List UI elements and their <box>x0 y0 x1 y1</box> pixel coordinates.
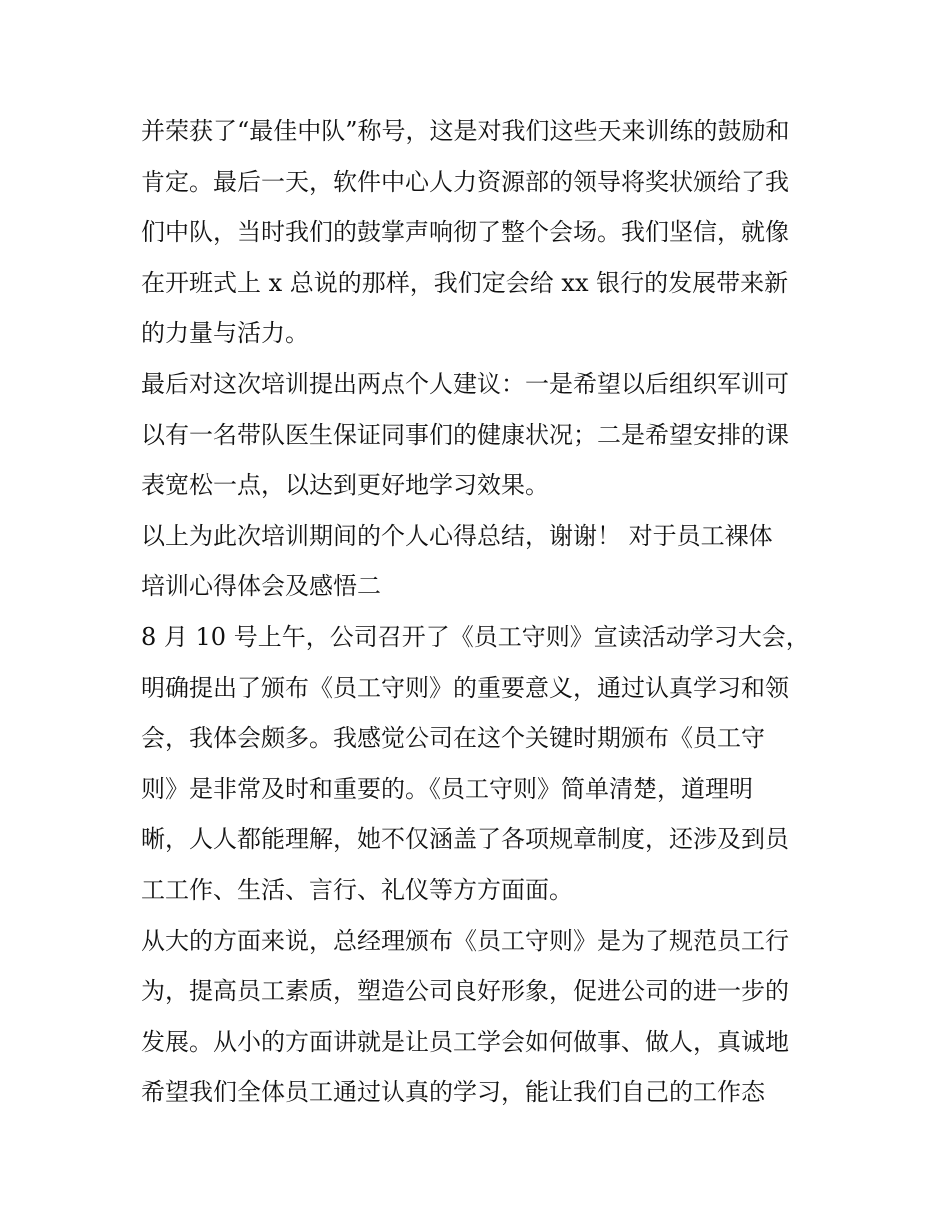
text-line-4: 在开班式上 x 总说的那样，我们定会给 xx 银行的发展带来新 <box>141 268 789 297</box>
text-line-11: 8 月 10 号上午，公司召开了《员工守则》宣读活动学习大会， <box>141 622 810 651</box>
text-line-9: 以上为此次培训期间的个人心得总结，谢谢！ 对于员工裸体 <box>141 521 773 550</box>
text-line-15: 晰，人人都能理解，她不仅涵盖了各项规章制度，还涉及到员 <box>141 825 789 854</box>
document-body <box>141 106 816 1118</box>
text-line-5: 的力量与活力。 <box>141 319 309 348</box>
text-line-18: 为，提高员工素质，塑造公司良好形象，促进公司的进一步的 <box>141 977 789 1006</box>
text-line-2: 肯定。最后一天，软件中心人力资源部的领导将奖状颁给了我 <box>141 167 789 196</box>
text-line-20: 希望我们全体员工通过认真的学习，能让我们自己的工作态 <box>141 1078 765 1107</box>
text-line-13: 会，我体会颇多。我感觉公司在这个关键时期颁布《员工守 <box>141 724 765 753</box>
text-line-14: 则》是非常及时和重要的。《员工守则》简单清楚，道理明 <box>141 774 753 803</box>
text-line-12: 明确提出了颁布《员工守则》的重要意义，通过认真学习和领 <box>141 673 789 702</box>
text-line-6: 最后对这次培训提出两点个人建议：一是希望以后组织军训可 <box>141 369 789 398</box>
section-heading: 培训心得体会及感悟二 <box>141 572 381 601</box>
text-line-1: 并荣获了“最佳中队”称号，这是对我们这些天来训练的鼓励和 <box>141 117 790 145</box>
text-line-8: 表宽松一点，以达到更好地学习效果。 <box>141 471 549 500</box>
text-line-19: 发展。从小的方面讲就是让员工学会如何做事、做人，真诚地 <box>141 1027 789 1056</box>
text-line-16: 工工作、生活、言行、礼仪等方方面面。 <box>141 875 573 904</box>
text-line-17: 从大的方面来说，总经理颁布《员工守则》是为了规范员工行 <box>141 926 789 955</box>
text-line-7: 以有一名带队医生保证同事们的健康状况；二是希望安排的课 <box>141 420 789 449</box>
text-line-3: 们中队，当时我们的鼓掌声响彻了整个会场。我们坚信，就像 <box>141 218 789 247</box>
